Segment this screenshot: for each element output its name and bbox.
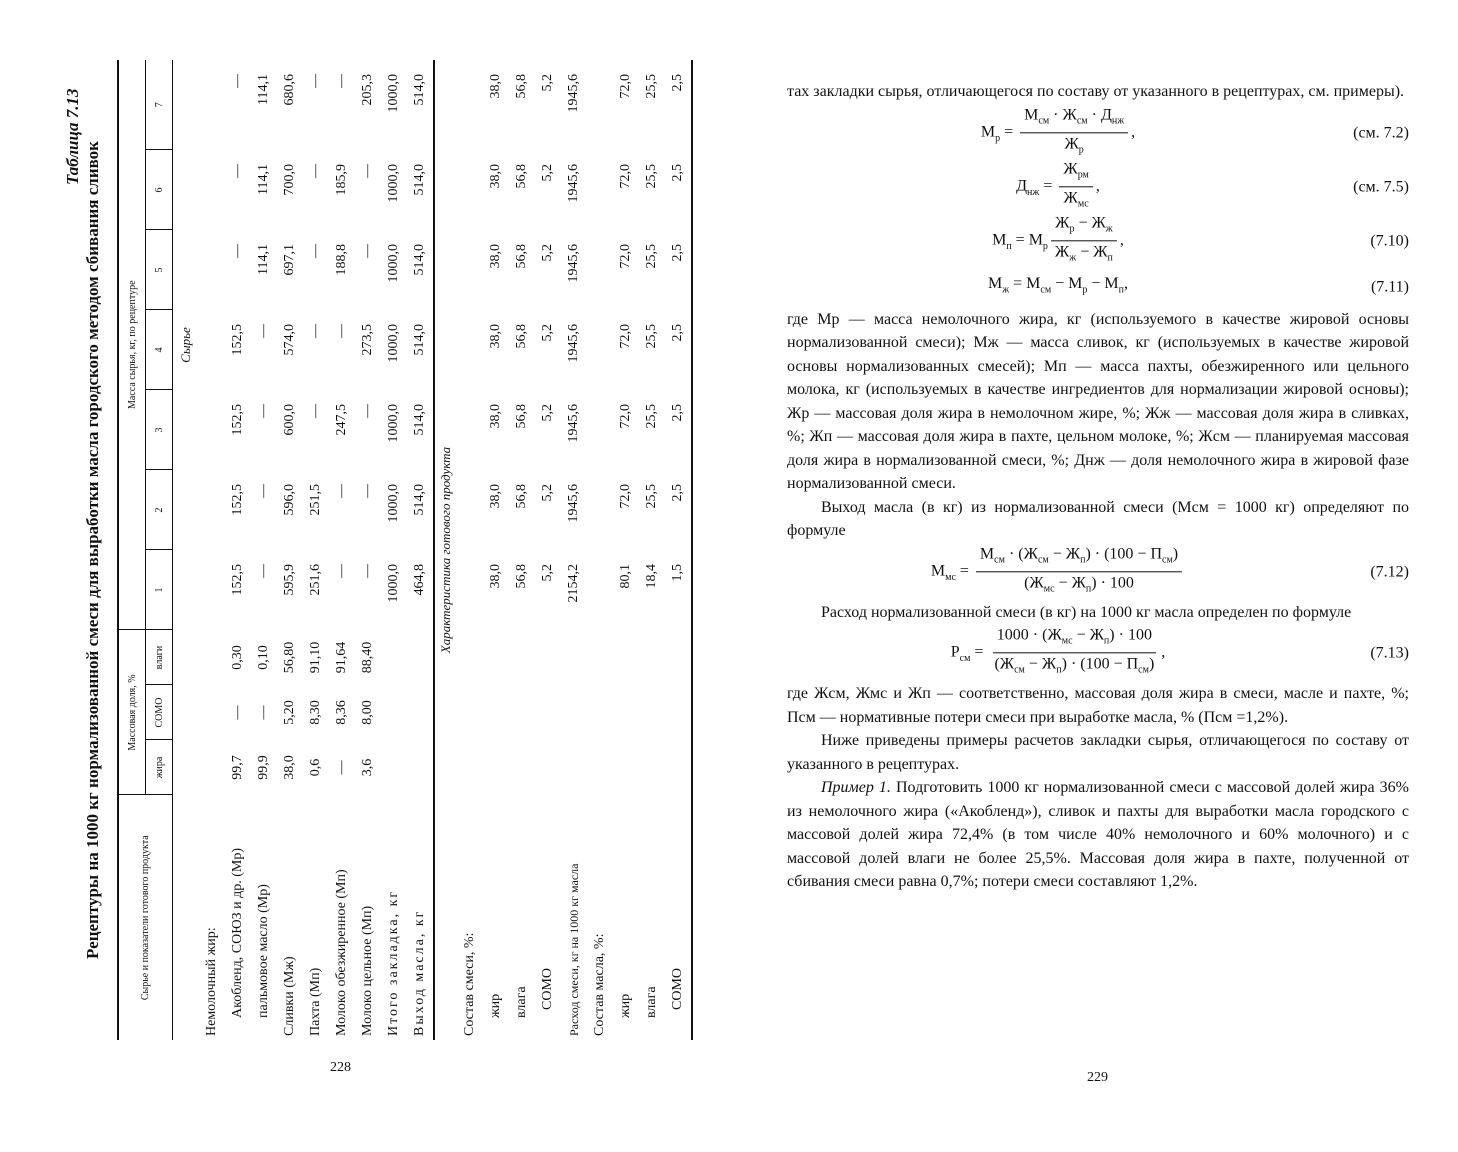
cell-recipe-1: 1,5 — [670, 564, 685, 582]
table-row — [587, 60, 613, 1040]
cell-recipe-4: 72,0 — [618, 324, 633, 349]
cell-recipe-1: 251,6 — [308, 564, 323, 596]
cell-recipe-1: 2154,2 — [566, 564, 581, 603]
table-row — [535, 60, 561, 1040]
cell-recipe-1: 38,0 — [488, 564, 503, 589]
header-recipe-3: 3 — [146, 390, 173, 470]
table-row — [355, 60, 381, 1040]
cell-recipe-6: 185,9 — [334, 164, 349, 196]
cell-recipe-3: 5,2 — [540, 404, 555, 422]
page-number-left: 228 — [330, 1060, 351, 1075]
row-label: Молоко обезжиренное (Мп) — [334, 869, 349, 1036]
product-section — [434, 60, 692, 1040]
cell-somo: 8,36 — [334, 700, 349, 725]
cell-recipe-4: 514,0 — [412, 324, 427, 356]
table-row — [483, 60, 509, 1040]
cell-fat — [199, 740, 225, 795]
row-label: Расход смеси, кг на 1000 кг масла — [566, 863, 581, 1036]
row-label: жир — [488, 993, 503, 1018]
cell-recipe-6: 56,8 — [514, 164, 529, 189]
cell-recipe-3: 1000,0 — [386, 404, 401, 443]
cell-recipe-7: — — [308, 74, 323, 88]
cell-recipe-3: 25,5 — [644, 404, 659, 429]
table-row — [639, 60, 665, 1040]
cell-recipe-3 — [457, 390, 483, 470]
cell-recipe-4: 1945,6 — [566, 324, 581, 363]
cell-fat: 0,6 — [308, 758, 323, 777]
table-row — [381, 60, 407, 1040]
cell-recipe-1: 464,8 — [412, 564, 427, 596]
header-recipe-5: 5 — [146, 230, 173, 310]
equation-7-5: $Д_{нж}$ = $\frac{Ж_{рм}}{Ж_{мс}}$ , (см. 7.5) — [1016, 159, 1409, 210]
raw-section — [173, 60, 435, 1040]
cell-fat: 38,0 — [282, 755, 297, 780]
cell-recipe-7: 72,0 — [618, 74, 633, 99]
examples-paragraph: Ниже приведены примеры расчетов закладки сырья, отличающегося по составу от указанного в рецептурах. — [787, 732, 1409, 773]
equation-number: (7.10) — [1370, 231, 1409, 249]
cell-recipe-7: 514,0 — [412, 74, 427, 106]
cell-recipe-2: 251,5 — [308, 484, 323, 516]
cell-somo — [381, 685, 407, 740]
cell-recipe-1: 18,4 — [644, 564, 659, 589]
cell-recipe-6: 5,2 — [540, 164, 555, 182]
cell-recipe-4: 152,5 — [230, 324, 245, 356]
cell-moist: 88,40 — [360, 641, 375, 674]
cell-moist — [407, 630, 434, 685]
cell-recipe-3: 152,5 — [230, 404, 245, 436]
cell-recipe-6 — [199, 150, 225, 230]
cell-recipe-2: 72,0 — [618, 484, 633, 509]
cell-recipe-4: 574,0 — [282, 324, 297, 356]
cell-recipe-6: 38,0 — [488, 164, 503, 189]
cell-recipe-6: — — [308, 164, 323, 178]
cell-recipe-4: 2,5 — [670, 324, 685, 342]
cell-recipe-5: 72,0 — [618, 244, 633, 269]
cell-somo: 8,00 — [360, 700, 375, 725]
table-row — [407, 60, 434, 1040]
right-page — [729, 0, 1458, 1152]
table-title: Рецептуры на 1000 кг нормализованной смеси для выработки масла городского методом сбивания сливок — [83, 141, 102, 959]
table-row — [277, 60, 303, 1040]
cell-moist: 91,64 — [334, 641, 349, 674]
cell-recipe-7: 38,0 — [488, 74, 503, 99]
table-number: Таблица 7.13 — [63, 88, 82, 185]
row-label: СОМО — [540, 967, 555, 1010]
cell-recipe-7: 25,5 — [644, 74, 659, 99]
cell-recipe-6: — — [230, 164, 245, 178]
cell-recipe-2 — [587, 470, 613, 550]
text-column — [787, 80, 1409, 894]
cell-moist — [381, 630, 407, 685]
cell-recipe-1: 152,5 — [230, 564, 245, 596]
cell-recipe-1: 5,2 — [540, 564, 555, 582]
header-recipe-2: 2 — [146, 470, 173, 550]
cell-recipe-5 — [199, 230, 225, 310]
cell-recipe-1: — — [256, 564, 271, 578]
cell-recipe-6: — — [360, 164, 375, 178]
consumption-paragraph: Расход нормализованной смеси (в кг) на 1000 кг масла определен по формуле — [821, 603, 1352, 621]
row-label: жир — [618, 993, 633, 1018]
cell-moist — [199, 630, 225, 685]
cell-somo: — — [256, 705, 271, 720]
cell-recipe-4: — — [308, 324, 323, 338]
cell-recipe-2: 152,5 — [230, 484, 245, 516]
cell-recipe-5: 697,1 — [282, 244, 297, 276]
equation-7-12: $М_{мс}$ = $\frac{М_{см} \cdot (Ж_{см} - Ж_п) \cdot (100 - П_{см})}{(Ж_{мс} - Ж_п) \cdot 100}$ (7.12) — [930, 544, 1409, 595]
table-row — [225, 60, 251, 1040]
cell-recipe-2: 596,0 — [282, 484, 297, 516]
cell-recipe-4: 38,0 — [488, 324, 503, 349]
cell-recipe-5: 38,0 — [488, 244, 503, 269]
example-1-paragraph — [787, 776, 1409, 894]
cell-somo — [199, 685, 225, 740]
cell-recipe-3: — — [256, 404, 271, 418]
cell-recipe-4: 25,5 — [644, 324, 659, 349]
header-recipe-1: 1 — [146, 550, 173, 630]
cell-recipe-4: 56,8 — [514, 324, 529, 349]
row-label: Акобленд, СОЮЗ и др. (Мр) — [230, 847, 245, 1018]
cell-recipe-7: 5,2 — [540, 74, 555, 92]
cell-recipe-5: 1000,0 — [386, 244, 401, 283]
table-row — [457, 60, 483, 1040]
cell-moist: 0,30 — [230, 645, 245, 670]
cell-recipe-7: 680,6 — [282, 74, 297, 106]
row-label: Молоко цельное (Мп) — [360, 905, 375, 1036]
example-label: Пример 1. — [821, 779, 891, 796]
equation-7-11: $М_ж = М_{см} - М_р - М_п$, (7.11) — [787, 270, 1409, 304]
row-label: Выход масла, кг — [412, 909, 427, 1036]
equation-7-2: $М_р$ = $\frac{М_{см} \cdot Ж_{см} \cdot Д_{нж}}{Ж_р}$ , (см. 7.2) — [980, 105, 1409, 156]
cell-recipe-5: — — [230, 244, 245, 258]
cell-recipe-3: 38,0 — [488, 404, 503, 429]
cell-recipe-5: 2,5 — [670, 244, 685, 262]
table-row — [665, 60, 692, 1040]
cell-recipe-7: 1945,6 — [566, 74, 581, 113]
cell-recipe-4: — — [256, 324, 271, 338]
cell-recipe-5: 1945,6 — [566, 244, 581, 283]
rotated-table-block — [63, 60, 685, 1040]
cell-recipe-1: — — [334, 564, 349, 578]
row-label: Состав масла, %: — [592, 933, 607, 1036]
cell-recipe-6 — [587, 150, 613, 230]
cell-fat — [381, 740, 407, 795]
cell-recipe-2: 2,5 — [670, 484, 685, 502]
cell-recipe-2: 1945,6 — [566, 484, 581, 523]
cell-recipe-2 — [199, 470, 225, 550]
cell-recipe-5: 5,2 — [540, 244, 555, 262]
cell-somo: 8,30 — [308, 700, 323, 725]
header-recipe-6: 6 — [146, 150, 173, 230]
cell-recipe-3: 56,8 — [514, 404, 529, 429]
cell-recipe-4 — [199, 310, 225, 390]
table-row — [303, 60, 329, 1040]
cell-recipe-4 — [457, 310, 483, 390]
cell-recipe-4: 1000,0 — [386, 324, 401, 363]
equation-number: (см. 7.5) — [1353, 177, 1409, 195]
cell-recipe-7: — — [230, 74, 245, 88]
where-paragraph-1: где Мр — масса немолочного жира, кг (используемого в качестве жировой основы нормализованной смеси); Мж — масса сливок, кг (используемых в качестве жировой основы нормализованных смесей); Мп — масса пахты, обезжиренного или цельного молока, кг (используемых в качестве ингредиентов для нормализации жировой основы); Жр — массовая доля жира в немолочном жире, %; Жж — массовая доля жира в сливках, %; Жп — массовая доля жира в пахте, цельном молоке, %; Жсм — планируемая массовая доля жира в нормализованной смеси, %; Днж — доля немолочного жира в жировой фазе нормализованной смеси. — [787, 310, 1409, 492]
cell-somo — [407, 685, 434, 740]
cell-recipe-2: 25,5 — [644, 484, 659, 509]
table-row — [613, 60, 639, 1040]
equation-number: (7.12) — [1370, 562, 1409, 580]
cell-recipe-3: 247,5 — [334, 404, 349, 436]
header-fat: жира — [146, 740, 173, 795]
cell-recipe-1 — [457, 550, 483, 630]
cell-recipe-5: 56,8 — [514, 244, 529, 269]
cell-recipe-5: 188,8 — [334, 244, 349, 276]
cell-recipe-3: — — [360, 404, 375, 418]
cell-somo: — — [230, 705, 245, 720]
cell-recipe-4: — — [334, 324, 349, 338]
equation-number: (7.11) — [1370, 277, 1409, 295]
cell-recipe-6: 1000,0 — [386, 164, 401, 203]
cell-recipe-2: 514,0 — [412, 484, 427, 516]
row-label: Итого закладка, кг — [386, 889, 401, 1036]
cell-recipe-5: 114,1 — [256, 244, 271, 275]
cell-recipe-4: 5,2 — [540, 324, 555, 342]
cell-recipe-3: 600,0 — [282, 404, 297, 436]
cell-recipe-5: 514,0 — [412, 244, 427, 276]
cell-moist: 0,10 — [256, 645, 271, 670]
section-raw: Сырье — [178, 327, 193, 363]
cell-recipe-1: 80,1 — [618, 564, 633, 589]
header-moisture: влаги — [146, 630, 173, 685]
header-somo: СОМО — [146, 685, 173, 740]
row-label: влага — [644, 986, 659, 1018]
cell-recipe-3: 72,0 — [618, 404, 633, 429]
cell-recipe-2: 38,0 — [488, 484, 503, 509]
cell-recipe-5: — — [308, 244, 323, 258]
cell-recipe-5: 25,5 — [644, 244, 659, 269]
cell-recipe-5 — [587, 230, 613, 310]
row-label: СОМО — [670, 967, 685, 1010]
table-row — [509, 60, 535, 1040]
cell-recipe-6: 72,0 — [618, 164, 633, 189]
header-recipe-4: 4 — [146, 310, 173, 390]
row-label: Немолочный жир: — [204, 927, 219, 1036]
table-row — [199, 60, 225, 1040]
cell-recipe-6 — [457, 150, 483, 230]
cell-recipe-7: 56,8 — [514, 74, 529, 99]
intro-paragraph: тах закладки сырья, отличающегося по составу от указанного в рецептурах, см. примеры). — [787, 83, 1405, 100]
cell-recipe-5: — — [360, 244, 375, 258]
row-label: Состав смеси, %: — [462, 932, 477, 1036]
row-label: пальмовое масло (Мр) — [256, 884, 271, 1018]
cell-moist: 56,80 — [282, 641, 297, 674]
header-component: Сырье и показатели готового продукта — [118, 795, 173, 1040]
cell-recipe-7 — [199, 60, 225, 150]
cell-recipe-1: 595,9 — [282, 564, 297, 596]
cell-recipe-1: 1000,0 — [386, 564, 401, 603]
cell-recipe-2: 5,2 — [540, 484, 555, 502]
header-mass-fraction: Массовая доля, % — [118, 630, 146, 795]
cell-recipe-3: 514,0 — [412, 404, 427, 436]
cell-recipe-6: 2,5 — [670, 164, 685, 182]
cell-recipe-2: 1000,0 — [386, 484, 401, 523]
cell-recipe-1: 56,8 — [514, 564, 529, 589]
example-text: Подготовить 1000 кг нормализованной смеси с массовой долей жира 36% из немолочного жира («Акобленд»), сливок и пахты для выработки масла городского с массовой долей жира 72,4% (в том числе 40% немолочного и 60% молочного) и с массовой долей влаги не более 25,5%. Массовая доля жира в пахте, полученной от сбивания смеси равна 0,7%; потери смеси составляют 1,2%. — [787, 779, 1410, 890]
table-row — [251, 60, 277, 1040]
cell-recipe-4 — [587, 310, 613, 390]
cell-recipe-3: 2,5 — [670, 404, 685, 422]
cell-recipe-3: — — [308, 404, 323, 418]
cell-recipe-6: 25,5 — [644, 164, 659, 189]
cell-fat: 99,7 — [230, 755, 245, 780]
cell-recipe-7 — [457, 60, 483, 150]
table-row — [329, 60, 355, 1040]
cell-recipe-3: 1945,6 — [566, 404, 581, 443]
cell-recipe-2: 56,8 — [514, 484, 529, 509]
cell-recipe-7: 205,3 — [360, 74, 375, 106]
cell-recipe-6: 700,0 — [282, 164, 297, 196]
equation-7-10: $М_п = М_р$ $\frac{Ж_р - Ж_ж}{Ж_ж - Ж_п}$ , (7.10) — [992, 213, 1409, 264]
row-label: влага — [514, 986, 529, 1018]
cell-recipe-3 — [587, 390, 613, 470]
cell-recipe-4: 273,5 — [360, 324, 375, 356]
cell-recipe-7: 2,5 — [670, 74, 685, 92]
row-label: Сливки (Мж) — [282, 956, 297, 1036]
header-recipe-7: 7 — [146, 60, 173, 150]
page-number-right: 229 — [1087, 1070, 1108, 1085]
header-raw-mass: Масса сырья, кг, по рецептуре — [118, 60, 146, 630]
where-paragraph-2: где Жсм, Жмс и Жп — соответственно, массовая доля жира в смеси, масле и пахте, %; Псм — нормативные потери смеси при выработке масла, % (Псм =1,2%). — [787, 685, 1409, 726]
cell-fat: — — [334, 760, 349, 775]
cell-recipe-2: — — [360, 484, 375, 498]
equation-number: (7.13) — [1370, 644, 1409, 662]
cell-recipe-1 — [587, 550, 613, 630]
equation-7-13: $Р_{см}$ = $\frac{1000 \cdot (Ж_{мс} - Ж_п) \cdot 100}{(Ж_{см} - Ж_п) \cdot (100 - П_{см})}$ , (7.13) — [950, 626, 1409, 676]
cell-recipe-7: 114,1 — [256, 74, 271, 105]
cell-recipe-5 — [457, 230, 483, 310]
equation-number: (см. 7.2) — [1353, 123, 1409, 141]
cell-recipe-6: 514,0 — [412, 164, 427, 196]
cell-recipe-2: — — [256, 484, 271, 498]
cell-moist: 91,10 — [308, 641, 323, 674]
cell-recipe-3 — [199, 390, 225, 470]
cell-recipe-2 — [457, 470, 483, 550]
table-row — [561, 60, 587, 1040]
cell-recipe-7: — — [334, 74, 349, 88]
cell-recipe-6: 114,1 — [256, 164, 271, 195]
row-label: Пахта (Мп) — [308, 967, 323, 1036]
cell-recipe-1 — [199, 550, 225, 630]
cell-fat: 3,6 — [360, 758, 375, 777]
section-product: Характеристика готового продукта — [438, 446, 453, 654]
cell-recipe-7: 1000,0 — [386, 74, 401, 113]
cell-recipe-2: — — [334, 484, 349, 498]
cell-recipe-7 — [587, 60, 613, 150]
yield-paragraph: Выход масла (в кг) из нормализованной смеси (Мсм = 1000 кг) определяют по формуле — [787, 498, 1409, 539]
recipe-table — [117, 60, 693, 1040]
cell-somo: 5,20 — [282, 700, 297, 725]
cell-fat — [407, 740, 434, 795]
cell-recipe-6: 1945,6 — [566, 164, 581, 203]
cell-recipe-1: — — [360, 564, 375, 578]
cell-fat: 99,9 — [256, 755, 271, 780]
